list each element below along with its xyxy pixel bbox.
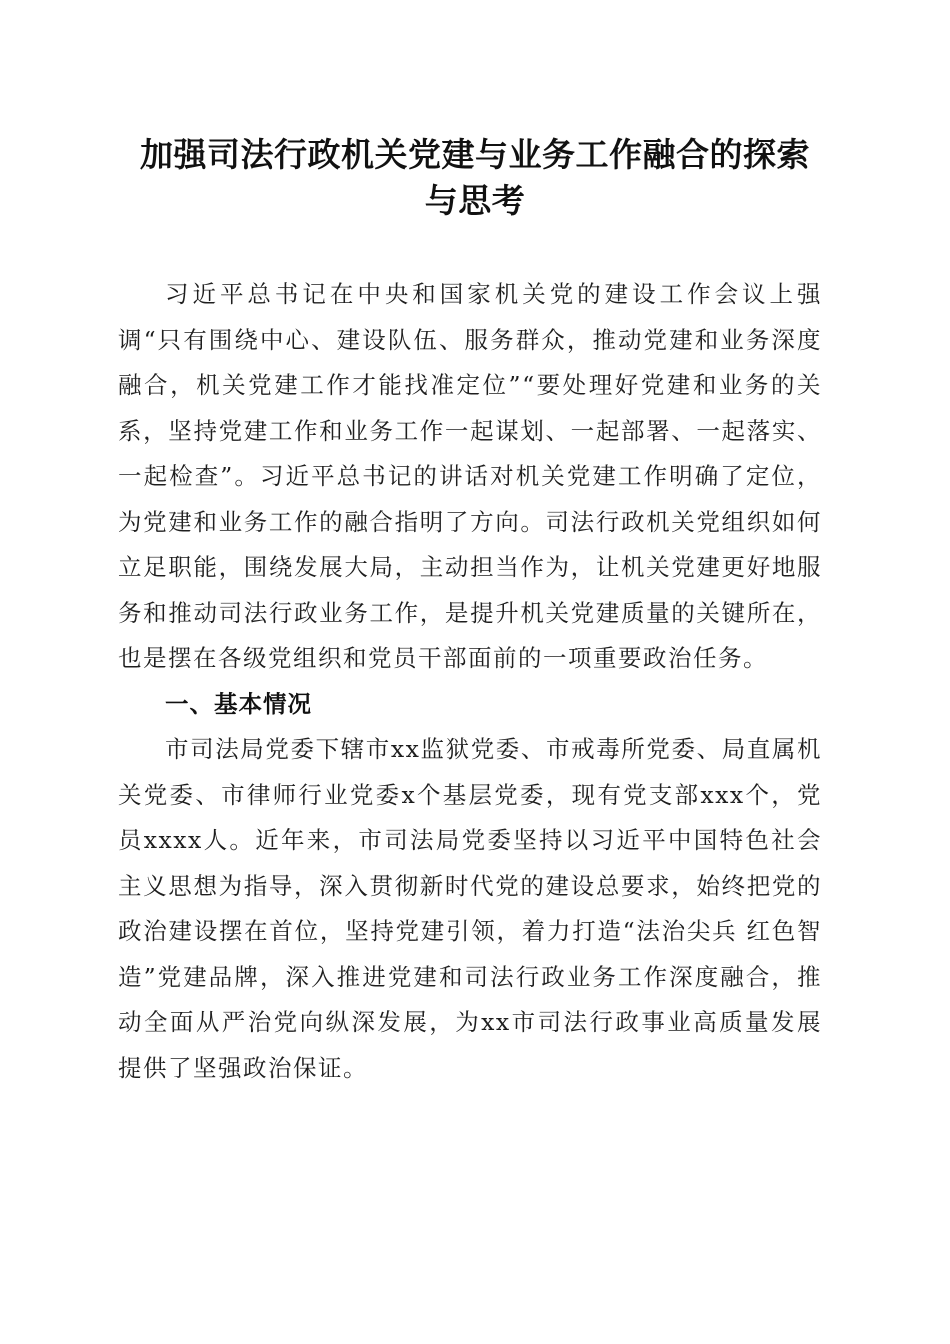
document-body (118, 272, 822, 1091)
intro-paragraph: 习近平总书记在中央和国家机关党的建设工作会议上强调“只有围绕中心、建设队伍、服务群众，推动党建和业务深度融合，机关党建工作才能找准定位”“要处理好党建和业务的关系，坚持党建工作和业务工作一起谋划、一起部署、一起落实、一起检查”。习近平总书记的讲话对机关党建工作明确了定位，为党建和业务工作的融合指明了方向。司法行政机关党组织如何立足职能，围绕发展大局，主动担当作为，让机关党建更好地服务和推动司法行政业务工作，是提升机关党建质量的关键所在，也是摆在各级党组织和党员干部面前的一项重要政治任务。 (118, 280, 822, 672)
document-title: 加强司法行政机关党建与业务工作融合的探索与思考 (140, 135, 810, 220)
section-heading-basic-situation: 一、基本情况 (165, 689, 312, 718)
basic-situation-paragraph: 市司法局党委下辖市xx监狱党委、市戒毒所党委、局直属机关党委、市律师行业党委x个基层党委，现有党支部xxx个，党员xxxx人。近年来，市司法局党委坚持以习近平中国特色社会主义思想为指导，深入贯彻新时代党的建设总要求，始终把党的政治建设摆在首位，坚持党建引领，着力打造“法治尖兵 红色智造”党建品牌，深入推进党建和司法行政业务工作深度融合，推动全面从严治党向纵深发展，为xx市司法行政事业高质量发展提供了坚强政治保证。 (118, 735, 822, 1082)
